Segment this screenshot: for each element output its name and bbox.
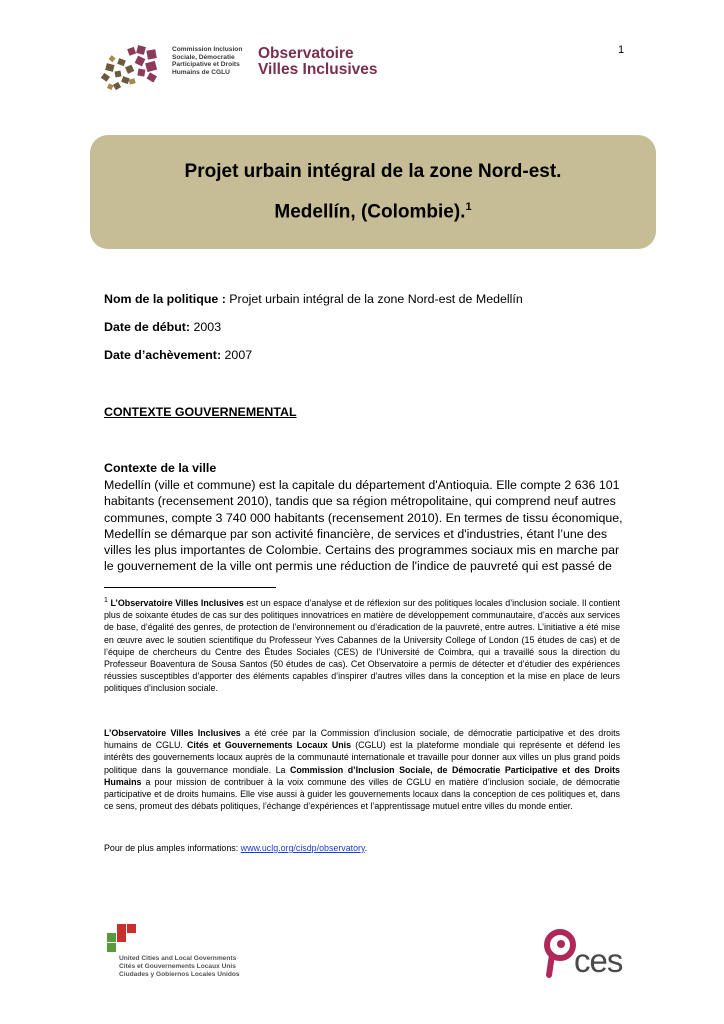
title-box — [90, 135, 656, 249]
title-footnote-ref[interactable]: 1 — [465, 201, 472, 213]
policy-name-field: Nom de la politique : Projet urbain intégral de la zone Nord-est de Medellín — [104, 292, 523, 306]
observatoire-name: Observatoire Villes Inclusives — [258, 45, 378, 78]
uclg-name: United Cities and Local Governments Cités et Gouvernements Locaux Unis Ciudades y Gobiernos Locales Unidos — [119, 955, 240, 978]
city-context-title: Contexte de la ville — [104, 461, 217, 475]
end-date-field: Date d’achèvement: 2007 — [104, 348, 253, 362]
footnote-divider — [104, 587, 276, 588]
commission-name: Commission Inclusion Sociale, Démocratie Participative et Droits Humains de CGLU — [172, 46, 243, 76]
uclg-logo — [103, 924, 253, 984]
observatory-link[interactable]: www.uclg.org/cisdp/observatory — [240, 843, 365, 853]
section-heading: CONTEXTE GOUVERNEMENTAL — [104, 405, 297, 419]
footnote-2: L’Observatoire Villes Inclusives a été crée par la Commission d’inclusion sociale, de démocratie participative et des droits humains de CGLU. Cités et Gouvernements Locaux Unis (CGLU) est la plateforme mondiale qui représente et défend les intérêts des gouvernements locaux auprès de la communauté internationale et travaille pour donner aux villes un plus grand poids politique dans la gouvernance mondiale. La Commission d’Inclusion Sociale, de Démocratie Participative et des Droits Humains a pour mission de contribuer à la voix commune des villes de CGLU en matière d’inclusion sociale, de démocratie participative et de droits humains. Elle vise aussi à guider les gouvernements locaux dans la conception de ces politiques et, dans ce sens, promeut des débats politiques, l’échange d’expériences et l’apprentissage mutuel entre villes du monde entier. — [104, 728, 621, 812]
footnote-1: $^1$ L’Observatoire Villes Inclusives est un espace d’analyse et de réflexion sur des politiques locales d’inclusion sociale. Il contient plus de soixante études de cas sur des politiques innovatrices en matière de développement communautaire, d’accès aux services de base, d’égalité des genres, de protection de l’environnement ou d’éradication de la pauvreté, entre autres. L’initiative a été mise en œuvre avec le soutien scientifique du Professeur Yves Cabannes de la University College of London (15 études de cas) et de l’équipe de chercheurs du Centre des Études Sociales (CES) de l’Université de Coimbra, qui a travaillé sous la direction du Professeur Boaventura de Sousa Santos (50 études de cas). Cet Observatoire a permis de détecter et d’étudier des expériences réussies susceptibles d’apporter des éléments capables d’inspirer d’autres villes dans la conception et la mise en place de leurs politiques d’inclusion sociale. — [104, 597, 621, 694]
ces-logo — [540, 925, 626, 981]
document-subtitle: Medellín, (Colombie).$^1$ — [274, 201, 472, 223]
observatoire-logo — [100, 44, 390, 100]
page-number: 1 — [618, 44, 625, 56]
ces-name: ces — [574, 942, 623, 979]
observatoire-mosaic-icon — [100, 44, 162, 96]
uclg-squares-icon — [103, 924, 143, 954]
city-context-body: Medellín (ville et commune) est la capitale du département d'Antioquia. Elle compte 2 636 101 habitants (recensement 2010), tandis que sa région métropolitaine, qui comprend neuf autres communes, compte 3 740 000 habitants (recensement 2010). En termes de tissu économique, Medellín se démarque par son activité financière, de services et d'industries, étant l’une des villes les plus importantes de Colombie. Certains des programmes sociaux mis en marche par le gouvernement de la ville ont permis une réduction de l'indice de pauvreté qui est passé de — [104, 478, 623, 574]
footnote-3: Pour de plus amples informations: www.uclg.org/cisdp/observatory. — [104, 843, 368, 853]
start-date-field: Date de début: 2003 — [104, 320, 222, 334]
document-title: Projet urbain intégral de la zone Nord-est. — [184, 161, 562, 182]
